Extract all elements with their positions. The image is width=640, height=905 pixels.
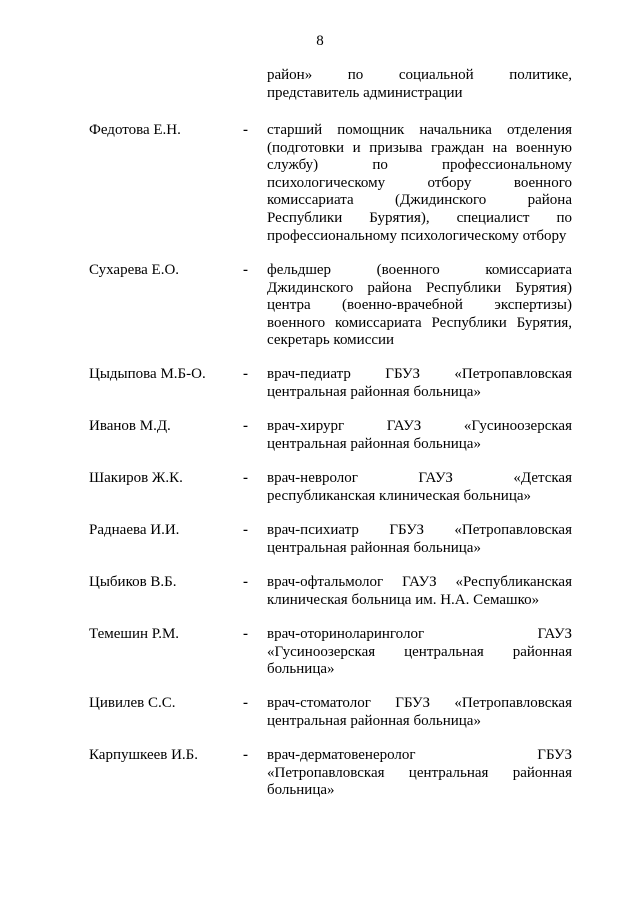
member-name: Цивилев С.С. [89,695,176,711]
role-line: военного комиссариата Республики Бурятия, [267,314,572,331]
entry-dash: - [243,522,248,538]
member-name: Карпушкеев И.Б. [89,747,199,763]
role-line: больница» [267,782,335,799]
role-line: старший помощник начальника отделения [267,122,572,138]
role-line: центральная районная больница» [267,712,481,729]
member-role [267,418,572,453]
role-line: республиканская клиническая больница» [267,487,532,504]
role-line: комиссариата (Джидинского района [267,192,572,209]
role-line: секретарь комиссии [267,332,395,349]
member-name: Темешин Р.М. [89,626,180,642]
role-line: врач-дерматовенеролог ГБУЗ [267,747,572,763]
role-line: врач-стоматолог ГБУЗ «Петропавловская [267,695,572,711]
role-line: «Петропавловская центральная районная [267,764,572,781]
role-line: центральная районная больница» [267,435,481,452]
entry-dash: - [243,418,248,434]
role-line: врач-педиатр ГБУЗ «Петропавловская [267,366,572,382]
role-line: врач-офтальмолог ГАУЗ «Республиканская [267,574,572,590]
role-line: врач-оториноларинголог ГАУЗ [267,626,572,642]
role-line: центральная районная больница» [267,383,481,400]
entry-dash: - [243,574,248,590]
page-number: 8 [316,33,324,49]
role-line: «Гусиноозерская центральная районная [267,643,572,660]
member-role [267,574,572,609]
role-line: центра (военно-врачебной экспертизы) [267,297,572,314]
role-line: Республики Бурятия), специалист по [267,209,572,226]
role-line: фельдшер (военного комиссариата [267,262,572,278]
entry-dash: - [243,695,248,711]
role-line: психологическому отбору военного [267,174,572,191]
member-role [267,522,572,557]
continuation-line: район» по социальной политике, [267,67,572,83]
entry-dash: - [243,366,248,382]
continuation-text [267,67,572,102]
member-role [267,695,572,730]
member-name: Раднаева И.И. [89,522,180,538]
role-line: больница» [267,661,335,678]
continuation-line: представитель администрации [267,84,463,101]
member-role [267,366,572,401]
member-name: Цыдыпова М.Б-О. [89,366,206,382]
entry-dash: - [243,626,248,642]
role-line: клиническая больница им. Н.А. Семашко» [267,591,540,608]
entry-dash: - [243,262,248,278]
role-line: службу) по профессиональному [267,157,572,174]
member-name: Шакиров Ж.К. [89,470,183,486]
entry-dash: - [243,470,248,486]
role-line: центральная районная больница» [267,539,481,556]
role-line: врач-хирург ГАУЗ «Гусиноозерская [267,418,572,434]
member-role [267,122,572,245]
member-name: Федотова Е.Н. [89,122,181,138]
member-role [267,747,572,800]
role-line: врач-невролог ГАУЗ «Детская [267,470,572,486]
entry-dash: - [243,747,248,763]
role-line: (подготовки и призыва граждан на военную [267,139,572,156]
entry-dash: - [243,122,248,138]
role-line: профессиональному психологическому отбору [267,227,567,244]
member-name: Цыбиков В.Б. [89,574,177,590]
member-role [267,262,572,350]
member-role [267,626,572,679]
role-line: врач-психиатр ГБУЗ «Петропавловская [267,522,572,538]
member-name: Иванов М.Д. [89,418,171,434]
member-role [267,470,572,505]
role-line: Джидинского района Республики Бурятия) [267,279,572,296]
member-name: Сухарева Е.О. [89,262,180,278]
